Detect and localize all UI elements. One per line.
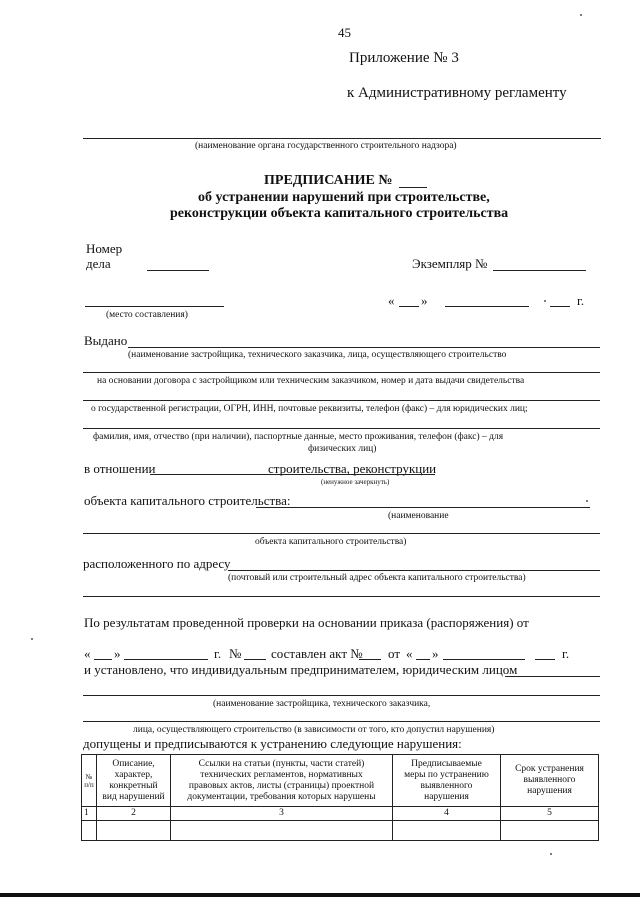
header-number: № п/п [82,755,97,807]
violator-field-3[interactable] [83,721,600,722]
act-label: составлен акт № [271,646,363,661]
header-deadline: Срок устранения выявленного нарушения [501,755,599,807]
column-number-3: 3 [171,807,393,821]
column-number-2: 2 [97,807,171,821]
table-cell[interactable] [171,821,393,841]
place-caption: (место составления) [106,310,188,320]
act-number-field[interactable] [359,659,381,660]
scan-speck [31,638,33,640]
table-cell[interactable] [82,821,97,841]
table-header-row [82,755,599,807]
date-year-field[interactable] [550,306,570,307]
issued-caption-3: о государственной регистрации, ОГРН, ИНН, почтовые реквизиты, телефон (факс) – для юридических лиц; [91,404,528,414]
object-caption-2: объекта капитального строительства) [255,537,407,547]
header-references: Ссылки на статьи (пункты, части статей) технических регламентов, нормативных правовых актов, листы (страницы) проектной документации, требования которых нарушены [171,755,393,807]
regarding-value: строительства, реконструкции [268,461,437,476]
scan-bottom-border [0,893,640,897]
object-caption-1: (наименование [388,511,449,521]
date-day-field[interactable] [399,306,419,307]
document-title: ПРЕДПИСАНИЕ № [264,173,393,188]
order-year-suffix: г. [214,646,222,661]
copy-number-label: Экземпляр № [412,256,488,271]
violator-caption-2: лица, осуществляющего строительство (в зависимости от того, кто допустил нарушения) [133,725,495,735]
object-field-2[interactable] [83,533,600,534]
authority-caption: (наименование органа государственного строительного надзора) [195,141,457,151]
scan-speck [586,500,588,502]
violations-table [81,754,599,841]
violator-field[interactable] [505,676,600,677]
issued-caption-4a: фамилия, имя, отчество (при наличии), паспортные данные, место проживания, телефон (факс) – для [93,432,504,442]
issued-field[interactable] [128,347,600,348]
act-month-field[interactable] [443,659,525,660]
table-cell[interactable] [393,821,501,841]
act-quote-close: » [432,646,439,661]
case-number-field[interactable] [147,270,209,271]
header-measures: Предписываемые меры по устранению выявленного нарушения [393,755,501,807]
order-quote-close: » [114,646,121,661]
appendix-label: Приложение № 3 [349,50,459,66]
address-label: расположенного по адресу [83,556,231,571]
order-number-field[interactable] [244,659,266,660]
act-day-field[interactable] [416,659,430,660]
authority-field-line [83,138,601,139]
place-field[interactable] [85,306,224,307]
address-caption: (почтовый или строительный адрес объекта капитального строительства) [228,573,526,583]
page-number: 45 [338,25,351,40]
table-row[interactable] [82,821,599,841]
date-year-suffix: г. [577,293,585,308]
header-description: Описание, характер, конкретный вид нарушений [97,755,171,807]
column-number-1: 1 [82,807,97,821]
title-subtitle-1: об устранении нарушений при строительстве, [198,190,490,205]
act-year-field[interactable] [535,659,555,660]
column-number-4: 4 [393,807,501,821]
regarding-caption: (ненужное зачеркнуть) [321,478,390,486]
violations-intro: допущены и предписываются к устранению следующие нарушения: [83,736,462,751]
copy-number-field[interactable] [493,270,586,271]
address-field-2[interactable] [83,596,600,597]
issued-caption-1: (наименование застройщика, технического заказчика, лица, осуществляющего строительство [128,350,507,360]
issued-field-2[interactable] [83,372,600,373]
address-field[interactable] [228,570,600,571]
table-cell[interactable] [501,821,599,841]
date-month-field[interactable] [445,306,529,307]
table-number-row [82,807,599,821]
object-label: объекта капитального строительства: [84,493,291,508]
order-quote-open: « [84,646,91,661]
title-subtitle-2: реконструкции объекта капитального строительства [170,206,509,221]
regarding-field[interactable] [150,474,435,475]
violator-caption-1: (наименование застройщика, технического заказчика, [213,699,431,709]
established-text: и установлено, что индивидуальным предпринимателем, юридическим лицом [84,662,518,677]
object-field[interactable] [256,507,590,508]
issued-caption-4b: физических лиц) [308,444,377,454]
scan-speck [544,300,546,302]
appendix-reference: к Административному регламенту [347,85,567,101]
table-cell[interactable] [97,821,171,841]
order-month-field[interactable] [124,659,208,660]
order-number-label: № [229,646,242,661]
inspection-text: По результатам проведенной проверки на основании приказа (распоряжения) от [84,615,529,630]
order-day-field[interactable] [94,659,112,660]
issued-field-4[interactable] [83,428,600,429]
act-from-label: от [388,646,401,661]
issued-caption-2: на основании договора с застройщиком или техническим заказчиком, номер и дата выдачи свидетельства [97,376,525,386]
act-quote-open: « [406,646,413,661]
scan-speck [580,14,582,16]
regarding-label: в отношении [84,461,156,476]
date-quote-close: » [421,293,428,308]
issued-field-3[interactable] [83,400,600,401]
case-number-label-2: дела [86,256,111,271]
column-number-5: 5 [501,807,599,821]
act-year-suffix: г. [562,646,570,661]
title-number-line [399,187,427,188]
scan-speck [550,853,552,855]
case-number-label: Номер [86,241,123,256]
date-quote-open: « [388,293,395,308]
issued-label: Выдано [84,333,128,348]
violator-field-2[interactable] [83,695,600,696]
